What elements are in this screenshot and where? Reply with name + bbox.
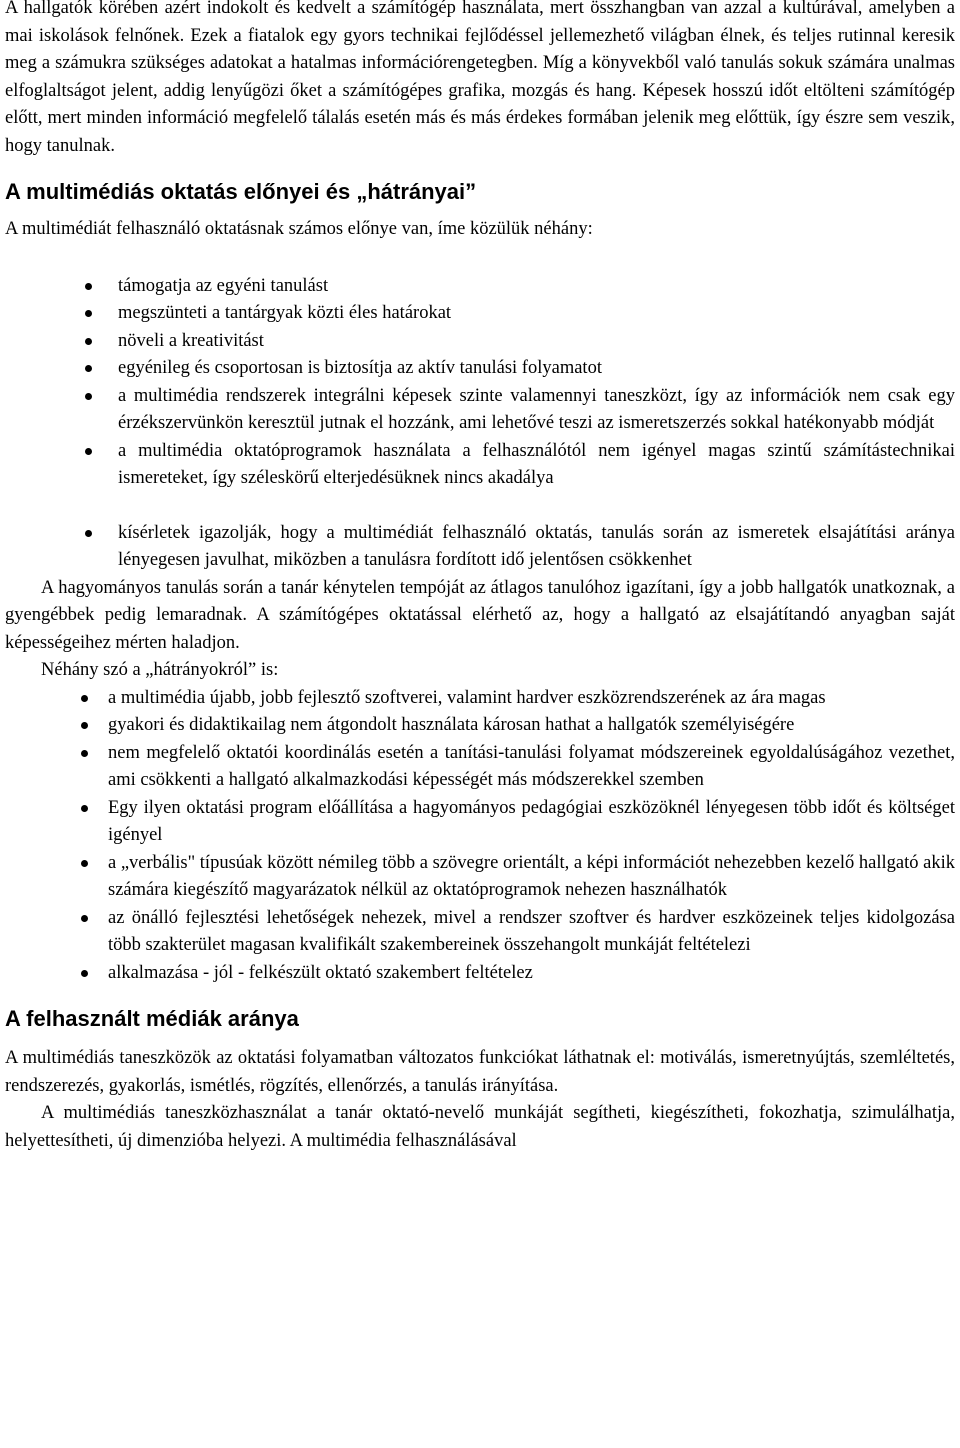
list-item: egyénileg és csoportosan is biztosítja az aktív tanulási folyamatot [5, 355, 955, 383]
bullet-icon [85, 448, 92, 455]
bullet-icon [81, 970, 88, 977]
disadvantages-list [5, 685, 955, 988]
list-item: a multimédia újabb, jobb fejlesztő szoftverei, valamint hardver eszközrendszerének az ára magas [5, 685, 955, 713]
bullet-icon [85, 283, 92, 290]
bullet-icon [81, 915, 88, 922]
list-item: a „verbális" típusúak között némileg több a szövegre orientált, a képi információt nehezebben kezelő hallgató akik számára kiegészítő magyarázatok nélkül az oktatóprogramok nehezen használhatók [5, 850, 955, 905]
list-item: alkalmazása - jól - felkészült oktató szakembert feltételez [5, 960, 955, 988]
bullet-icon [81, 860, 88, 867]
list-item: kísérletek igazolják, hogy a multimédiát felhasználó oktatás, tanulás során az ismeretek elsajátítási aránya lényegesen javulhat, miközben a tanulásra fordított idő jelentősen csökkenhet [5, 520, 955, 575]
list-item: támogatja az egyéni tanulást [5, 273, 955, 301]
list-item: a multimédia oktatóprogramok használata a felhasználótól nem igényel magas szintű számítástechnikai ismereteket, így széleskörű elterjedésüknek nincs akadálya [5, 438, 955, 493]
list-item: nem megfelelő oktatói koordinálás esetén a tanítási-tanulási folyamat módszereinek egyoldalúságához vezethet, ami csökkenti a hallgató alkalmazkodási képességét más módszerekkel szemben [5, 740, 955, 795]
bullet-icon [85, 393, 92, 400]
intro-paragraph: A hallgatók körében azért indokolt és kedvelt a számítógép használata, mert összhangban van azzal a kultúrával, amelyben a mai iskolások felnőnek. Ezek a fiatalok egy gyors technikai fejlődéssel jellemezhető világban élnek, és teljes rutinnal keresik meg a számukra szükséges adatokat a hatalmas információrengetegben. Míg a könyvekből való tanulás sokuk számára unalmas elfoglaltságot jelent, addig lenyűgözi őket a számítógépes grafika, mozgás és hang. Képesek hosszú időt eltölteni számítógép előtt, mert minden információ megfelelő tálalás esetén más és más érdekes formában jelenik meg előttük, így észre sem veszik, hogy tanulnak. [5, 0, 955, 156]
section-heading-advantages: A multimédiás oktatás előnyei és „hátrányai” [5, 179, 477, 204]
bullet-icon [81, 805, 88, 812]
bullet-icon [81, 750, 88, 757]
bullet-icon [85, 310, 92, 317]
list-item: a multimédia rendszerek integrálni képesek szinte valamennyi taneszközt, így az információk nem csak egy érzékszervünkön keresztül jutnak el hozzánk, ami lehetővé teszi az ismeretszerzés sokkal hatékonyabb módját [5, 383, 955, 438]
section-heading-media-ratio: A felhasznált médiák aránya [5, 1006, 299, 1031]
advantages-list [5, 273, 955, 575]
list-item: növeli a kreativitást [5, 328, 955, 356]
bullet-icon [85, 365, 92, 372]
list-item: az önálló fejlesztési lehetőségek nehezek, mivel a rendszer szoftver és hardver eszközeinek teljes kidolgozása több szakterület magasan kvalifikált szakembereinek összehangolt munkáját feltételezi [5, 905, 955, 960]
list-item: megszünteti a tantárgyak közti éles határokat [5, 300, 955, 328]
advantages-lead: A multimédiát felhasználó oktatásnak számos előnye van, íme közülük néhány: [5, 219, 593, 239]
media-functions-paragraph: A multimédiás taneszközök az oktatási folyamatban változatos funkciókat láthatnak el: motiválás, ismeretnyújtás, szemléltetés, rendszerezés, gyakorlás, ismétlés, rögzítés, ellenőrzés, a tanulás irányítása. [5, 1048, 955, 1096]
bullet-icon [85, 338, 92, 345]
bullet-icon [81, 722, 88, 729]
document-page [5, 0, 955, 1155]
media-usage-paragraph: A multimédiás taneszközhasználat a tanár oktató-nevelő munkáját segítheti, kiegészítheti, fokozhatja, szimulálhatja, helyettesítheti, új dimenzióba helyezi. A multimédia felhasználásával [5, 1103, 955, 1151]
traditional-learning-paragraph: A hagyományos tanulás során a tanár kénytelen tempóját az átlagos tanulóhoz igazítani, így a jobb hallgatók unatkoznak, a gyengébbek pedig lemaradnak. A számítógépes oktatással elérhető az, hogy a hallgató az elsajátítandó anyagban saját képességeihez mérten haladjon. [5, 577, 955, 653]
list-item: Egy ilyen oktatási program előállítása a hagyományos pedagógiai eszközöknél lényegesen több időt és költséget igényel [5, 795, 955, 850]
list-item: gyakori és didaktikailag nem átgondolt használata károsan hathat a hallgatók személyiségére [5, 712, 955, 740]
disadvantages-lead: Néhány szó a „hátrányokról” is: [41, 660, 279, 680]
bullet-icon [85, 530, 92, 537]
bullet-icon [81, 695, 88, 702]
